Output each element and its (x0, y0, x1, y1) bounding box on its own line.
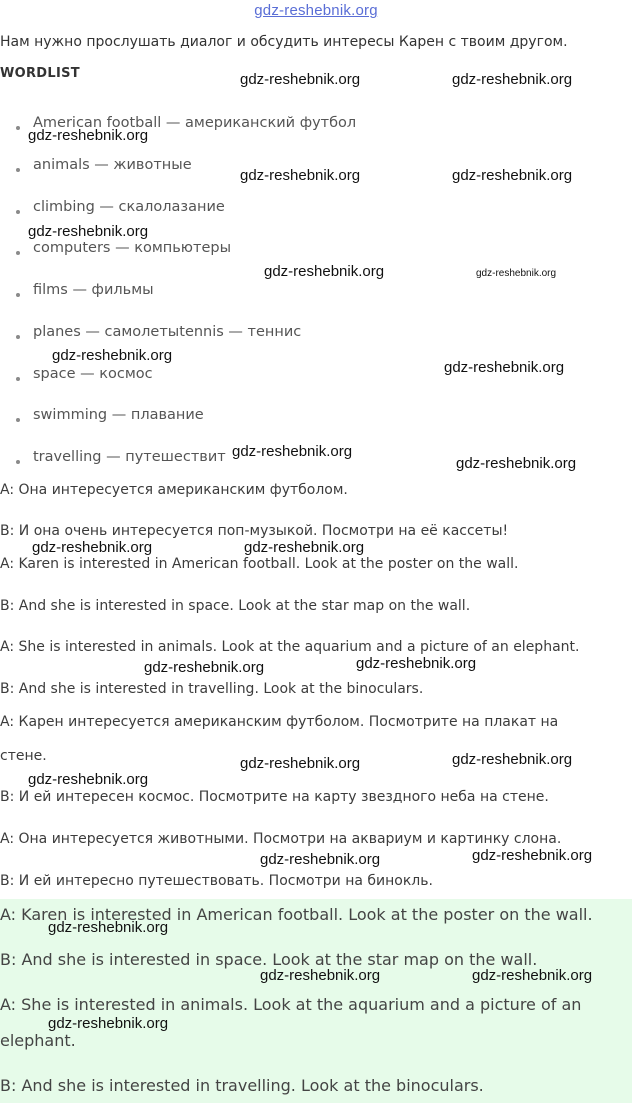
answer-line: A: She is interested in animals. Look at the aquarium and a picture of an (0, 995, 582, 1014)
watermark: gdz-reshebnik.org (48, 1015, 169, 1032)
dialogue-line: B: И она очень интересуется поп-музыкой. Посмотри на её кассеты! (0, 523, 509, 539)
site-header-link[interactable]: gdz-reshebnik.org (254, 2, 378, 19)
dialogue-line: B: И ей интересно путешествовать. Посмотри на бинокль. (0, 873, 433, 889)
watermark: gdz-reshebnik.org (240, 755, 361, 772)
watermark: gdz-reshebnik.org (356, 655, 477, 672)
wordlist-item: computers — компьютеры (33, 240, 232, 256)
dialogue-line: B: And she is interested in space. Look at the star map on the wall. (0, 598, 471, 614)
bullet-icon (16, 251, 20, 255)
answer-line: B: And she is interested in travelling. Look at the binoculars. (0, 1076, 484, 1095)
dialogue-line: B: And she is interested in travelling. Look at the binoculars. (0, 681, 424, 697)
watermark: gdz-reshebnik.org (452, 71, 573, 88)
dialogue-line: A: Она интересуется американским футболом. (0, 482, 348, 498)
watermark: gdz-reshebnik.org (240, 71, 361, 88)
dialogue-line: B: И ей интересен космос. Посмотрите на карту звездного неба на стене. (0, 789, 549, 805)
watermark: gdz-reshebnik.org (452, 751, 573, 768)
dialogue-line: A: She is interested in animals. Look at the aquarium and a picture of an elephant. (0, 639, 580, 655)
watermark: gdz-reshebnik.org (472, 847, 593, 864)
wordlist-item: planes — самолетыtennis — теннис (33, 324, 302, 340)
wordlist-item: swimming — плавание (33, 407, 204, 423)
watermark: gdz-reshebnik.org (28, 127, 149, 144)
answer-line: B: And she is interested in space. Look at the star map on the wall. (0, 950, 538, 969)
bullet-icon (16, 418, 20, 422)
watermark: gdz-reshebnik.org (232, 443, 353, 460)
watermark: gdz-reshebnik.org (48, 919, 169, 936)
watermark: gdz-reshebnik.org (472, 967, 593, 984)
watermark: gdz-reshebnik.org (244, 539, 365, 556)
watermark: gdz-reshebnik.org (240, 167, 361, 184)
watermark: gdz-reshebnik.org (260, 851, 381, 868)
watermark: gdz-reshebnik.org (476, 268, 557, 279)
wordlist-item: space — космос (33, 366, 153, 382)
bullet-icon (16, 210, 20, 214)
dialogue-line: A: Она интересуется животными. Посмотри на аквариум и картинку слона. (0, 831, 562, 847)
wordlist-title: WORDLIST (0, 66, 80, 81)
watermark: gdz-reshebnik.org (28, 223, 149, 240)
dialogue-line: A: Карен интересуется американским футболом. Посмотрите на плакат на (0, 714, 559, 730)
bullet-icon (16, 460, 20, 464)
watermark: gdz-reshebnik.org (456, 455, 577, 472)
wordlist-item: animals — животные (33, 157, 192, 173)
wordlist-item: climbing — скалолазание (33, 199, 225, 215)
bullet-icon (16, 168, 20, 172)
watermark: gdz-reshebnik.org (52, 347, 173, 364)
watermark: gdz-reshebnik.org (32, 539, 153, 556)
wordlist-item: travelling — путешествит (33, 449, 226, 465)
watermark: gdz-reshebnik.org (28, 771, 149, 788)
watermark: gdz-reshebnik.org (452, 167, 573, 184)
dialogue-line: A: Karen is interested in American football. Look at the poster on the wall. (0, 556, 519, 572)
watermark: gdz-reshebnik.org (444, 359, 565, 376)
answer-line: elephant. (0, 1031, 76, 1050)
watermark: gdz-reshebnik.org (264, 263, 385, 280)
watermark: gdz-reshebnik.org (260, 967, 381, 984)
bullet-icon (16, 126, 20, 130)
wordlist-item: films — фильмы (33, 282, 154, 298)
bullet-icon (16, 293, 20, 297)
dialogue-line: стене. (0, 748, 47, 764)
task-intro: Нам нужно прослушать диалог и обсудить интересы Карен с твоим другом. (0, 34, 568, 50)
answer-line: A: Karen is interested in American football. Look at the poster on the wall. (0, 905, 593, 924)
bullet-icon (16, 335, 20, 339)
watermark: gdz-reshebnik.org (144, 659, 265, 676)
wordlist-item: American football — американский футбол (33, 115, 357, 131)
bullet-icon (16, 377, 20, 381)
